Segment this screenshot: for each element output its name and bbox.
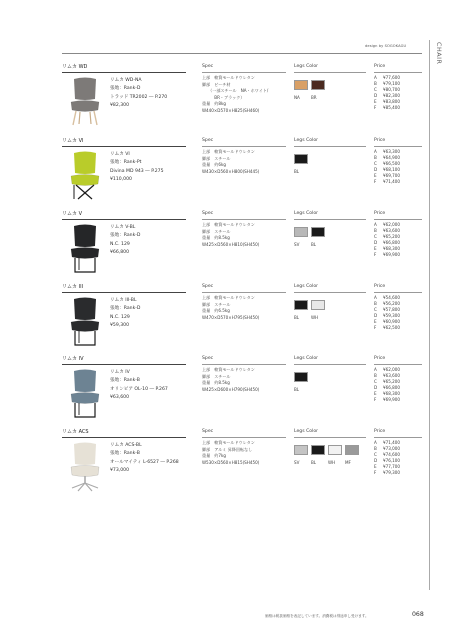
spec-list xyxy=(202,295,259,321)
price-value: ¥80,700 xyxy=(383,87,400,92)
chair-image xyxy=(62,367,108,419)
spec-line: 重量 約6.5kg xyxy=(202,308,230,314)
price-rule xyxy=(374,146,422,147)
spec-line: 脚部 スチール xyxy=(202,301,231,307)
price-grade: C xyxy=(374,307,377,312)
price-grade: A xyxy=(374,367,377,372)
price-grade: A xyxy=(374,75,377,80)
price-value: ¥71,400 xyxy=(383,179,400,184)
section-rule xyxy=(62,72,186,73)
leg-color-swatch xyxy=(294,227,308,237)
price-rule xyxy=(374,437,422,438)
product-info-line: ¥73,000 xyxy=(110,468,129,474)
leg-color-swatch xyxy=(311,445,325,455)
spec-rule xyxy=(202,437,286,438)
product-info-line: ¥66,800 xyxy=(110,250,129,256)
price-value: ¥64,900 xyxy=(383,155,400,160)
price-value: ¥69,900 xyxy=(383,252,400,257)
leg-color-code: BL xyxy=(311,242,317,247)
legs-rule xyxy=(294,437,366,438)
product-info-line: ¥63,600 xyxy=(110,395,129,401)
product-info-line: 張地：Rank-Pt xyxy=(110,160,142,166)
price-heading: Price xyxy=(374,284,386,289)
price-value: ¥69,700 xyxy=(383,173,400,178)
price-value: ¥59,300 xyxy=(383,313,400,318)
leg-color-swatch xyxy=(294,372,308,382)
spec-line: 脚部 アルミ 昇降回転なし xyxy=(202,446,253,452)
price-value: ¥76,100 xyxy=(383,458,400,463)
product-info xyxy=(110,442,179,476)
price-value: ¥63,300 xyxy=(383,149,400,154)
price-grade: B xyxy=(374,228,377,233)
legs-heading: Legs Color xyxy=(294,284,319,289)
product-section xyxy=(62,428,422,492)
section-rule xyxy=(62,219,186,220)
spec-line: 上部 軟質モールドウレタン xyxy=(202,222,255,227)
page-number: 068 xyxy=(412,611,424,618)
price-value: ¥54,600 xyxy=(383,295,400,300)
spec-line: W425×D600×H790(SH450) xyxy=(202,386,260,392)
price-heading: Price xyxy=(374,211,386,216)
leg-color-code: BL xyxy=(294,387,300,392)
price-grade: A xyxy=(374,149,377,154)
price-value: ¥68,300 xyxy=(383,391,400,396)
price-rule xyxy=(374,219,422,220)
legs-heading: Legs Color xyxy=(294,211,319,216)
spec-line: W430×D560×H800(SH445) xyxy=(202,168,260,174)
price-grade: B xyxy=(374,155,377,160)
price-value: ¥79,300 xyxy=(383,470,400,475)
footer-note: 価格は税抜価格を表記しています。消費税は別途申し受けます。 xyxy=(265,614,369,618)
price-grade: A xyxy=(374,440,377,445)
price-list xyxy=(374,149,400,185)
product-info-line: Divina MD 943 ― P.275 xyxy=(110,168,164,174)
price-value: ¥60,900 xyxy=(383,319,400,324)
price-grade: A xyxy=(374,222,377,227)
product-info xyxy=(110,151,164,185)
leg-color-code: WH xyxy=(328,460,336,465)
product-info-line: ¥82,300 xyxy=(110,103,129,109)
spec-rule xyxy=(202,146,286,147)
spec-heading: Spec xyxy=(202,284,214,289)
product-title: リムカ V xyxy=(62,211,83,217)
spec-line: 上部 軟質モールドウレタン xyxy=(202,149,255,154)
leg-color-code: SV xyxy=(294,242,300,247)
price-grade: D xyxy=(374,93,378,98)
spec-line: 重量 約7kg xyxy=(202,453,226,459)
spec-heading: Spec xyxy=(202,211,214,216)
spec-heading: Spec xyxy=(202,138,214,143)
price-grade: C xyxy=(374,379,377,384)
spec-rule xyxy=(202,72,286,73)
spec-heading: Spec xyxy=(202,356,214,361)
product-section xyxy=(62,355,422,419)
chair-image xyxy=(62,75,108,127)
leg-color-code: BL xyxy=(294,315,300,320)
price-value: ¥62,000 xyxy=(383,367,400,372)
price-value: ¥66,500 xyxy=(383,161,400,166)
price-grade: E xyxy=(374,246,377,251)
price-grade: F xyxy=(374,470,377,475)
spec-heading: Spec xyxy=(202,64,214,69)
price-list xyxy=(374,440,400,476)
price-grade: F xyxy=(374,252,377,257)
price-value: ¥77,700 xyxy=(383,464,400,469)
price-value: ¥79,100 xyxy=(383,81,400,86)
section-rule xyxy=(62,292,186,293)
product-info xyxy=(110,224,140,258)
product-info-line: 張地：Rank-D xyxy=(110,86,141,92)
legs-swatches xyxy=(294,367,311,392)
legs-rule xyxy=(294,364,366,365)
spec-rule xyxy=(202,292,286,293)
price-value: ¥83,800 xyxy=(383,99,400,104)
price-value: ¥63,600 xyxy=(383,373,400,378)
price-grade: B xyxy=(374,373,377,378)
price-grade: D xyxy=(374,313,378,318)
leg-color-swatch xyxy=(328,445,342,455)
price-grade: F xyxy=(374,179,377,184)
product-info-line: トラッド TR2002 ― P.270 xyxy=(110,94,168,100)
product-info-line: N.C. 129 xyxy=(110,314,130,320)
spec-list xyxy=(202,75,268,115)
leg-color-swatch xyxy=(294,445,308,455)
side-rule xyxy=(429,40,430,590)
price-grade: D xyxy=(374,385,378,390)
spec-line: 上部 軟質モールドウレタン xyxy=(202,295,255,300)
legs-rule xyxy=(294,146,366,147)
price-grade: B xyxy=(374,81,377,86)
legs-heading: Legs Color xyxy=(294,429,319,434)
spec-line: 上部 軟質モールドウレタン xyxy=(202,440,255,445)
product-info-line: リムカ ACS-BL xyxy=(110,443,142,448)
spec-line: 脚部 スチール xyxy=(202,228,231,234)
leg-color-code: BR xyxy=(311,95,317,100)
price-grade: B xyxy=(374,446,377,451)
leg-color-code: BL xyxy=(311,460,317,465)
legs-swatches xyxy=(294,295,328,320)
price-grade: B xyxy=(374,301,377,306)
product-section xyxy=(62,210,422,274)
spec-list xyxy=(202,440,259,466)
leg-color-code: MF xyxy=(345,460,351,465)
price-value: ¥68,100 xyxy=(383,167,400,172)
price-value: ¥65,200 xyxy=(383,379,400,384)
price-value: ¥68,300 xyxy=(383,246,400,251)
price-rule xyxy=(374,364,422,365)
price-grade: D xyxy=(374,240,378,245)
price-grade: E xyxy=(374,319,377,324)
leg-color-swatch xyxy=(294,154,308,164)
price-rule xyxy=(374,72,422,73)
product-info-line: 張地：Rank-B xyxy=(110,378,140,384)
leg-color-swatch xyxy=(311,227,325,237)
spec-line: BR・ブラック） xyxy=(202,94,245,100)
price-grade: C xyxy=(374,452,377,457)
product-info-line: リムカ V-BL xyxy=(110,225,136,230)
price-grade: F xyxy=(374,397,377,402)
leg-color-swatch xyxy=(345,445,359,455)
spec-line: 重量 約8.5kg xyxy=(202,235,230,241)
spec-line: 上部 軟質モールドウレタン xyxy=(202,367,255,372)
price-value: ¥85,400 xyxy=(383,105,400,110)
product-title: リムカ IV xyxy=(62,356,84,362)
spec-line: W530×D560×H815(SH450) xyxy=(202,459,260,465)
price-rule xyxy=(374,292,422,293)
product-info xyxy=(110,297,140,331)
leg-color-code: NA xyxy=(294,95,300,100)
price-heading: Price xyxy=(374,356,386,361)
spec-line: W425×D560×H810(SH450) xyxy=(202,241,260,247)
leg-color-code: BL xyxy=(294,169,300,174)
product-section xyxy=(62,63,422,127)
price-value: ¥62,000 xyxy=(383,222,400,227)
price-row xyxy=(374,179,400,185)
spec-rule xyxy=(202,364,286,365)
price-row xyxy=(374,252,400,258)
price-row xyxy=(374,325,400,331)
price-grade: A xyxy=(374,295,377,300)
spec-list xyxy=(202,367,259,393)
price-value: ¥82,300 xyxy=(383,93,400,98)
price-grade: C xyxy=(374,234,377,239)
price-value: ¥71,400 xyxy=(383,440,400,445)
price-list xyxy=(374,75,400,111)
legs-heading: Legs Color xyxy=(294,138,319,143)
category-label: CHAIR xyxy=(435,42,443,65)
product-info-line: オールマイティ L-6527 ― P.268 xyxy=(110,459,179,465)
legs-swatches xyxy=(294,222,328,247)
leg-color-code: SV xyxy=(294,460,300,465)
spec-line: 上部 軟質モールドウレタン xyxy=(202,75,255,80)
spec-line: W440×D570×H825(SH460) xyxy=(202,107,260,113)
product-title: リムカ III xyxy=(62,284,84,290)
price-grade: E xyxy=(374,99,377,104)
product-title: リムカ ACS xyxy=(62,429,89,435)
leg-color-swatch xyxy=(294,300,308,310)
product-info-line: 張地：Rank-D xyxy=(110,306,141,312)
chair-image xyxy=(62,149,108,201)
product-section xyxy=(62,283,422,347)
chair-image xyxy=(62,222,108,274)
price-heading: Price xyxy=(374,429,386,434)
spec-heading: Spec xyxy=(202,429,214,434)
price-value: ¥62,500 xyxy=(383,325,400,330)
price-row xyxy=(374,470,400,476)
price-value: ¥77,600 xyxy=(383,75,400,80)
legs-rule xyxy=(294,292,366,293)
price-value: ¥57,800 xyxy=(383,307,400,312)
price-grade: D xyxy=(374,458,378,463)
price-grade: F xyxy=(374,325,377,330)
spec-list xyxy=(202,222,259,248)
product-info xyxy=(110,77,167,111)
spec-rule xyxy=(202,219,286,220)
product-info-line: オリンピア OL-10 ― P.267 xyxy=(110,386,168,392)
legs-rule xyxy=(294,219,366,220)
product-info-line: ¥59,300 xyxy=(110,323,129,329)
price-value: ¥66,800 xyxy=(383,385,400,390)
price-grade: E xyxy=(374,464,377,469)
price-grade: D xyxy=(374,167,378,172)
top-rule xyxy=(62,53,422,54)
product-info-line: 張地：Rank-D xyxy=(110,233,141,239)
price-list xyxy=(374,295,400,331)
price-value: ¥56,200 xyxy=(383,301,400,306)
price-list xyxy=(374,367,400,403)
product-info-line: リムカ WD-NA xyxy=(110,78,142,83)
price-grade: E xyxy=(374,391,377,396)
leg-color-swatch xyxy=(294,80,308,90)
spec-line: 脚部 スチール xyxy=(202,155,231,161)
price-value: ¥73,000 xyxy=(383,446,400,451)
price-value: ¥65,200 xyxy=(383,234,400,239)
spec-line: 重量 約8.5kg xyxy=(202,380,230,386)
spec-line: 脚部 スチール xyxy=(202,373,231,379)
section-rule xyxy=(62,437,186,438)
product-title: リムカ WD xyxy=(62,64,88,70)
price-heading: Price xyxy=(374,138,386,143)
price-grade: C xyxy=(374,161,377,166)
leg-color-swatch xyxy=(311,300,325,310)
price-row xyxy=(374,105,400,111)
spec-line: 重量 約6kg xyxy=(202,162,226,168)
price-value: ¥69,900 xyxy=(383,397,400,402)
price-grade: C xyxy=(374,87,377,92)
spec-line: 脚部 ビーチ材 xyxy=(202,81,231,87)
price-value: ¥63,600 xyxy=(383,228,400,233)
legs-rule xyxy=(294,72,366,73)
section-rule xyxy=(62,364,186,365)
product-section xyxy=(62,137,422,201)
product-info-line: リムカ IV xyxy=(110,370,130,375)
product-info xyxy=(110,369,168,403)
price-value: ¥74,600 xyxy=(383,452,400,457)
leg-color-swatch xyxy=(311,80,325,90)
legs-heading: Legs Color xyxy=(294,356,319,361)
product-info-line: リムカ III-BL xyxy=(110,298,137,303)
section-rule xyxy=(62,146,186,147)
chair-image xyxy=(62,295,108,347)
spec-line: 重量 約8kg xyxy=(202,101,226,107)
price-grade: F xyxy=(374,105,377,110)
spec-line: （一部スチール NA・ホワイト/ xyxy=(202,88,269,94)
price-heading: Price xyxy=(374,64,386,69)
legs-swatches xyxy=(294,149,311,174)
price-value: ¥66,800 xyxy=(383,240,400,245)
legs-swatches xyxy=(294,75,328,100)
product-info-line: 張地：Rank-B xyxy=(110,451,140,457)
product-title: リムカ VI xyxy=(62,138,84,144)
legs-swatches xyxy=(294,440,362,465)
spec-line: W470×D570×H795(SH450) xyxy=(202,314,260,320)
spec-list xyxy=(202,149,259,175)
legs-heading: Legs Color xyxy=(294,64,319,69)
product-info-line: リムカ VI xyxy=(110,152,130,157)
price-grade: E xyxy=(374,173,377,178)
chair-image xyxy=(62,440,108,492)
product-info-line: ¥110,000 xyxy=(110,177,132,183)
price-list xyxy=(374,222,400,258)
product-info-line: N.C. 129 xyxy=(110,241,130,247)
design-by-credit: design by SOGOKAGU xyxy=(365,44,407,48)
leg-color-code: WH xyxy=(311,315,319,320)
price-row xyxy=(374,397,400,403)
